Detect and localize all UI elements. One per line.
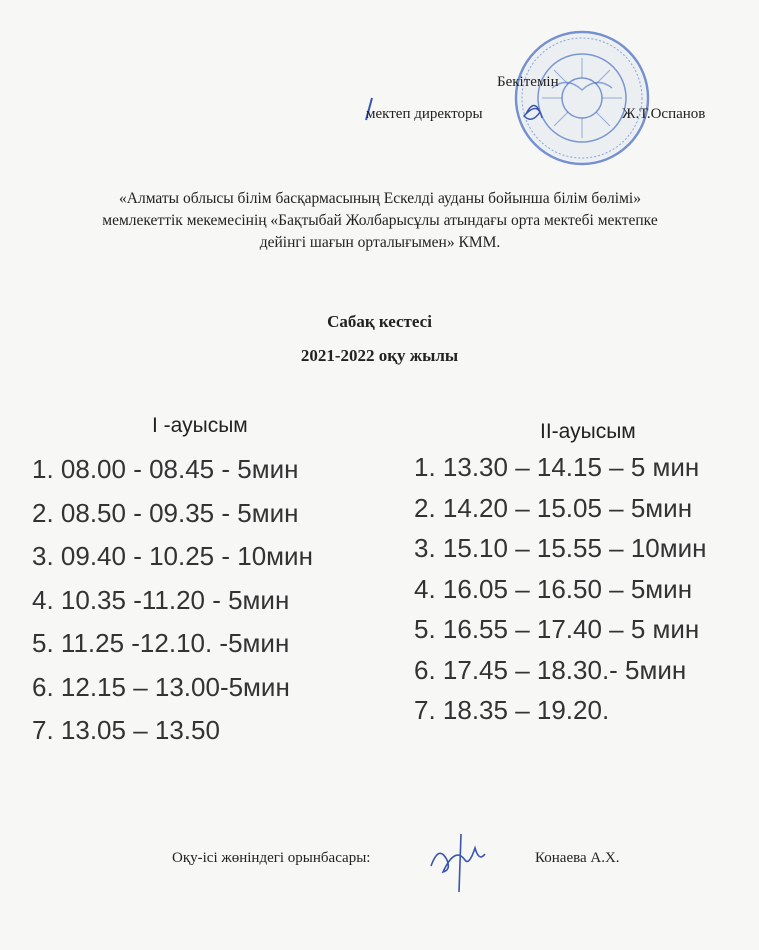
shift-2-lesson: 1. 13.30 – 14.15 – 5 мин xyxy=(414,452,700,482)
shift-1-lesson: 6. 12.15 – 13.00-5мин xyxy=(32,671,290,702)
deputy-label: Оқу-ісі жөніндегі орынбасары: xyxy=(172,850,371,866)
shift-2-lesson: 7. 18.35 – 19.20. xyxy=(414,695,610,725)
shift-2-lesson: 4. 16.05 – 16.50 – 5мин xyxy=(414,573,693,604)
document-title: Сабақ кестесі xyxy=(327,312,432,331)
shift-1-lesson: 4. 10.35 -11.20 - 5мин xyxy=(32,584,290,615)
shift-2-lesson: 2. 14.20 – 15.05 – 5мин xyxy=(414,492,693,523)
director-label: мектеп директоры xyxy=(366,106,483,122)
shift-1-schedule xyxy=(32,448,313,753)
director-name: Ж.Т.Оспанов xyxy=(622,106,706,122)
shift-1-lesson: 7. 13.05 – 13.50 xyxy=(32,715,220,745)
deputy-name: Конаева А.Х. xyxy=(535,850,620,866)
shift-2-lesson: 6. 17.45 – 18.30.- 5мин xyxy=(414,654,687,685)
shift-1-lesson: 3. 09.40 - 10.25 - 10мин xyxy=(32,541,313,571)
shift-1-lesson: 5. 11.25 -12.10. -5мин xyxy=(32,628,290,658)
shift-2-heading: ІІ-ауысым xyxy=(540,420,636,443)
institution-name: «Алматы облысы білім басқармасының Ескелді ауданы бойынша білім бөлімі» мемлекеттік мекемесінің «Бақтыбай Жолбарысұлы атындағы орта мектебі мектепке дейінгі шағын орталығымен» КММ. xyxy=(102,190,658,251)
approval-title: Бекітемін xyxy=(497,74,559,90)
shift-2-lesson: 5. 16.55 – 17.40 – 5 мин xyxy=(414,614,700,644)
academic-year: 2021-2022 оқу жылы xyxy=(300,346,459,365)
shift-2-lesson: 3. 15.10 – 15.55 – 10мин xyxy=(414,533,707,563)
shift-1-lesson: 1. 08.00 - 08.45 - 5мин xyxy=(32,454,299,484)
deputy-signature xyxy=(425,826,505,896)
shift-1-heading: І -ауысым xyxy=(152,414,248,437)
shift-2-schedule xyxy=(414,447,750,731)
shift-1-lesson: 2. 08.50 - 09.35 - 5мин xyxy=(32,497,299,528)
